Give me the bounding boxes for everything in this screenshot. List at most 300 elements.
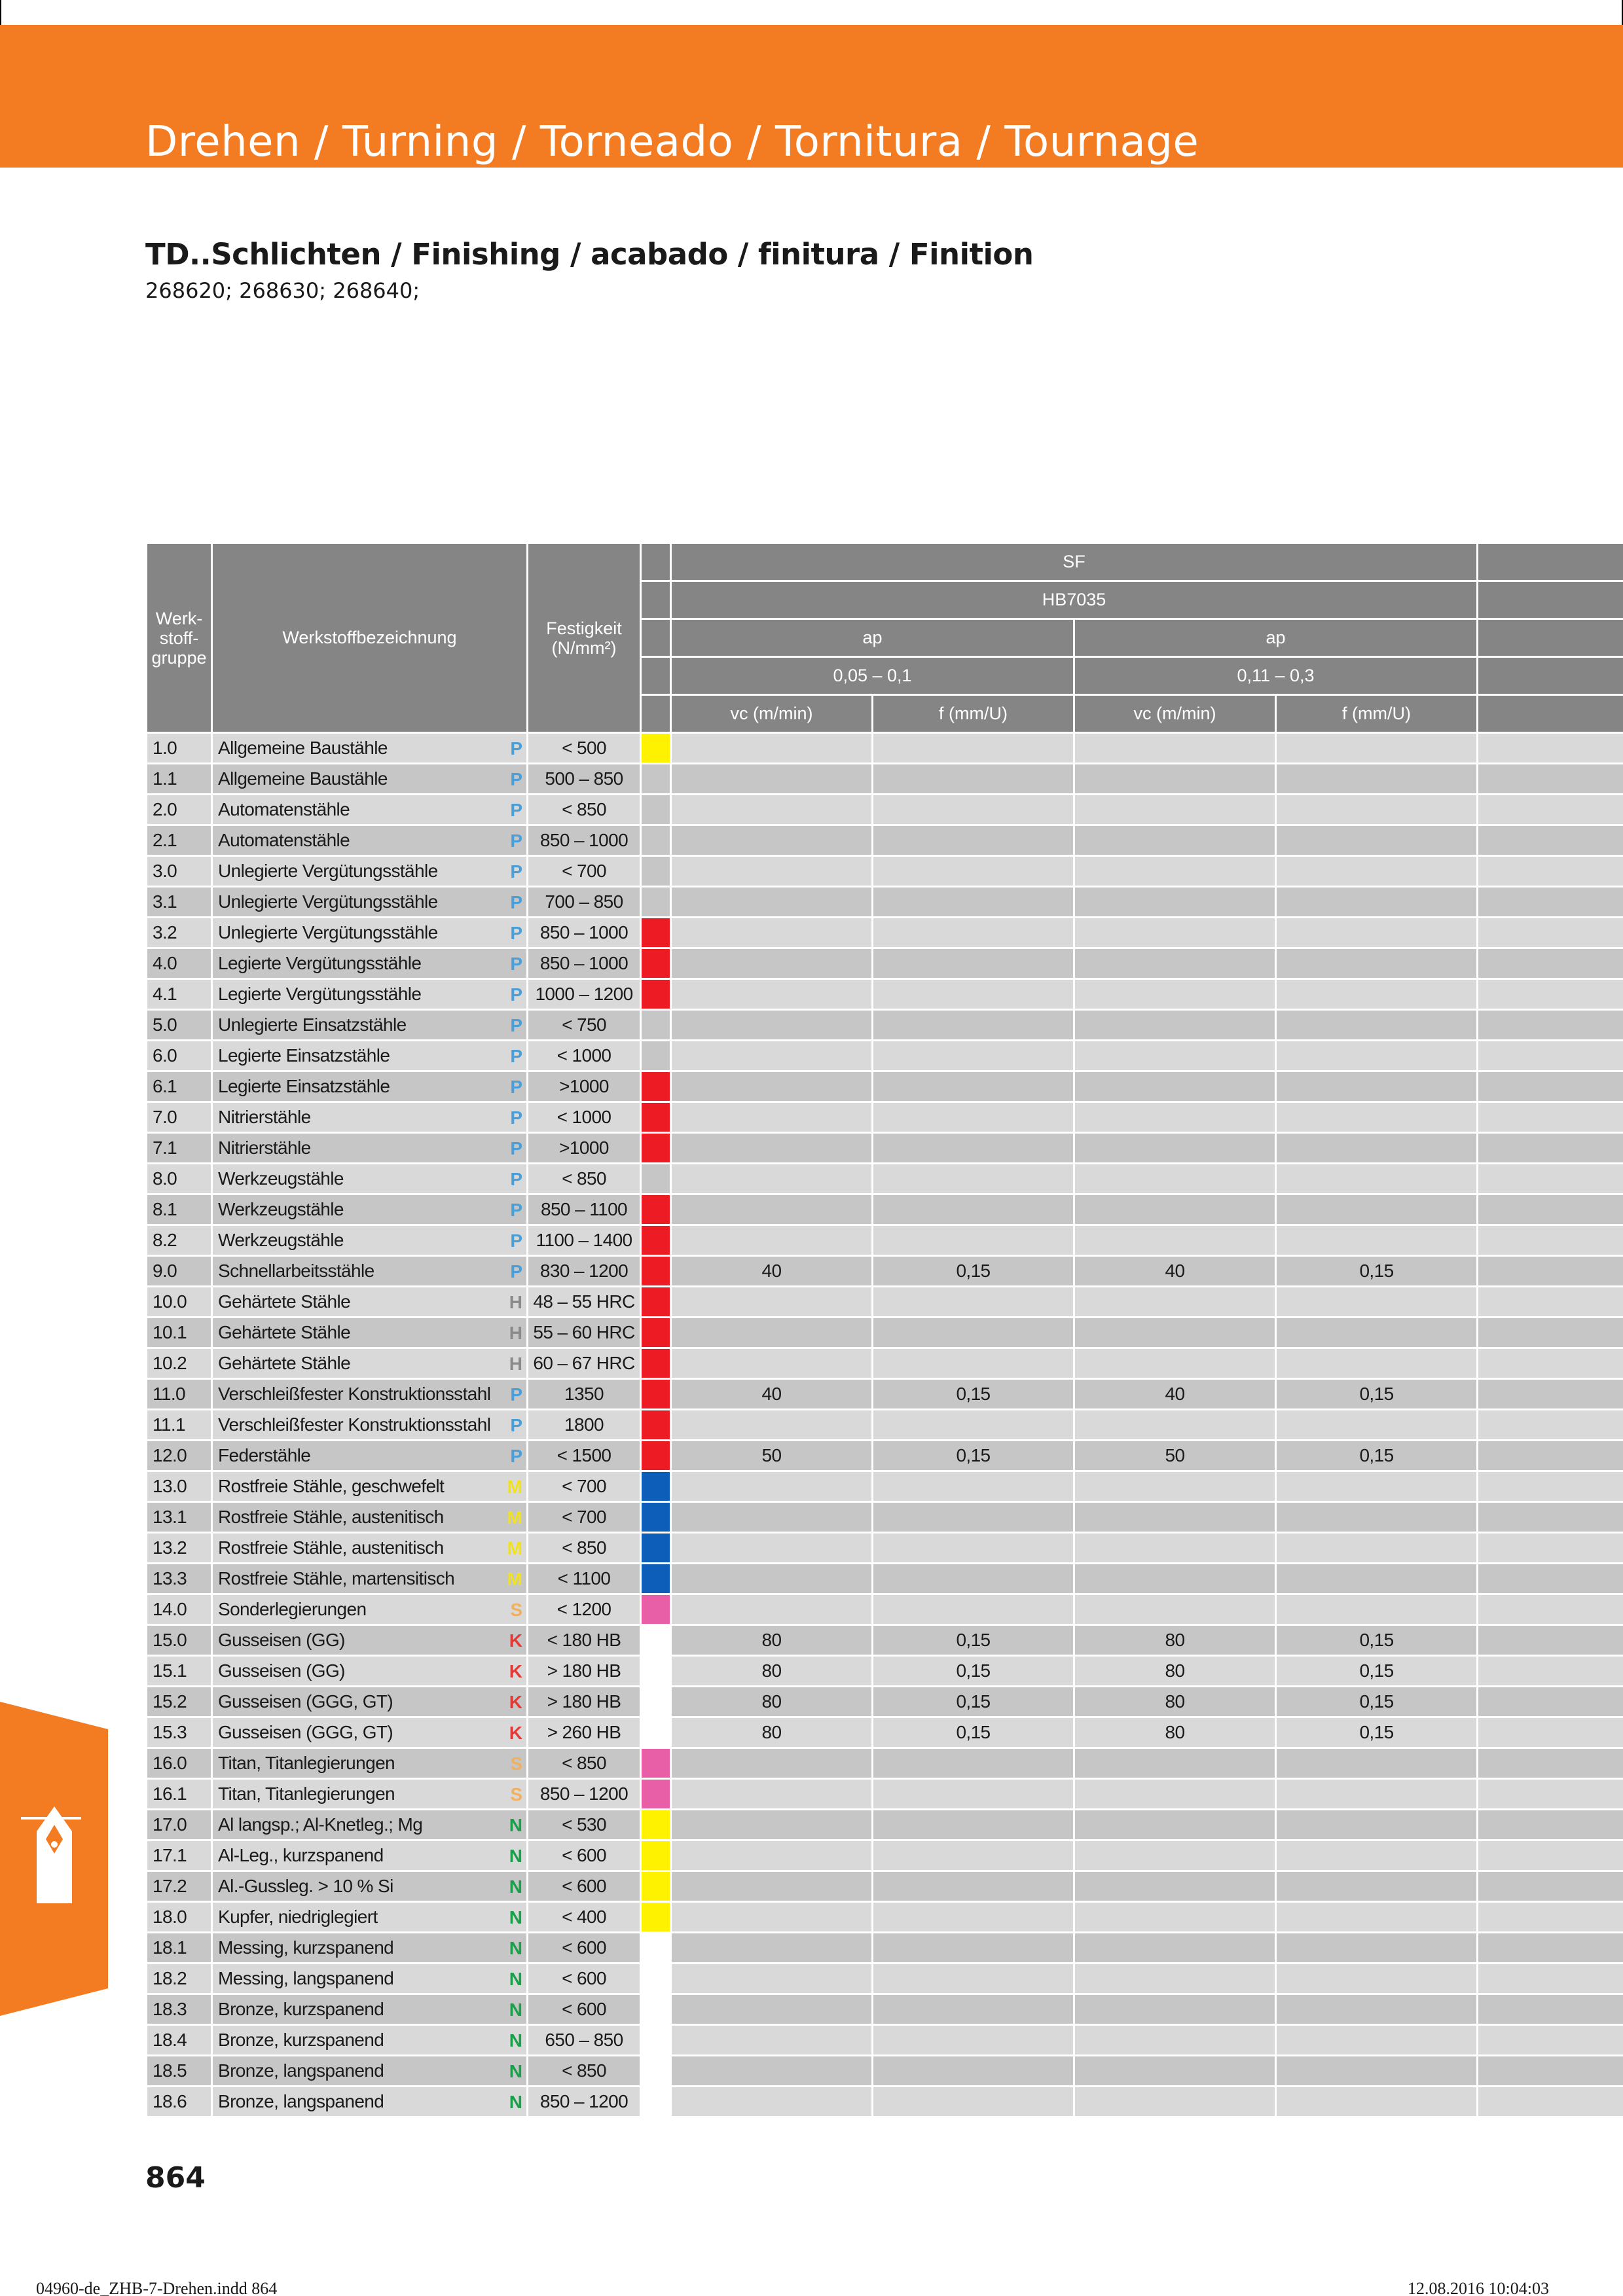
material-group-number: 13.0 — [147, 1471, 212, 1502]
material-group-number: 10.0 — [147, 1287, 212, 1318]
f-value-1: 0,15 — [873, 1441, 1074, 1471]
suitability-swatch — [641, 918, 671, 948]
strength-value: < 1000 — [528, 1102, 641, 1133]
material-group-number: 11.1 — [147, 1410, 212, 1441]
suitability-swatch — [641, 1010, 671, 1041]
material-name-cell — [212, 1810, 528, 1840]
vc-value-1 — [671, 1594, 873, 1625]
vc-value-1: 80 — [671, 1625, 873, 1656]
table-row — [147, 1625, 1623, 1656]
iso-group-letter: P — [510, 1169, 522, 1189]
material-name: Unlegierte Einsatzstähle — [218, 1014, 407, 1035]
material-name-cell — [212, 1010, 528, 1041]
extra-column-cell — [1478, 1041, 1623, 1071]
strength-value: 48 – 55 HRC — [528, 1287, 641, 1318]
vc-value-1 — [671, 825, 873, 856]
f-value-2 — [1276, 1840, 1478, 1871]
f-value-2: 0,15 — [1276, 1656, 1478, 1687]
material-name-cell — [212, 1871, 528, 1902]
material-name-cell — [212, 1071, 528, 1102]
extra-column-cell — [1478, 1933, 1623, 1964]
f-value-2 — [1276, 764, 1478, 795]
vc-value-2 — [1074, 1071, 1276, 1102]
suitability-swatch — [641, 1656, 671, 1687]
vc-value-2 — [1074, 1348, 1276, 1379]
material-name-cell — [212, 1687, 528, 1717]
f-value-1 — [873, 1994, 1074, 2025]
material-name-cell — [212, 1625, 528, 1656]
material-name: Bronze, langspanend — [218, 2060, 384, 2081]
material-name-cell — [212, 1379, 528, 1410]
iso-group-letter: N — [509, 1938, 522, 1958]
material-name-cell — [212, 1502, 528, 1533]
vc-value-1 — [671, 1471, 873, 1502]
iso-group-letter: P — [510, 1077, 522, 1097]
extra-column-cell — [1478, 1410, 1623, 1441]
material-name-cell — [212, 1225, 528, 1256]
article-numbers: 268620; 268630; 268640; — [145, 278, 420, 303]
vc-value-2 — [1074, 1594, 1276, 1625]
f-value-2 — [1276, 733, 1478, 764]
iso-group-letter: P — [510, 1261, 522, 1282]
vc-value-2: 80 — [1074, 1687, 1276, 1717]
material-group-number: 18.2 — [147, 1964, 212, 1994]
vc-value-1 — [671, 1318, 873, 1348]
material-name-cell — [212, 1348, 528, 1379]
suitability-swatch — [641, 2087, 671, 2117]
vc-value-2 — [1074, 1533, 1276, 1564]
extra-column-cell — [1478, 733, 1623, 764]
extra-column-cell — [1478, 1687, 1623, 1717]
vc-value-2 — [1074, 2056, 1276, 2087]
material-group-number: 15.1 — [147, 1656, 212, 1687]
material-name-cell — [212, 1471, 528, 1502]
material-name-cell — [212, 1933, 528, 1964]
swatch-header — [641, 619, 671, 657]
iso-group-letter: M — [507, 1569, 522, 1589]
suitability-swatch — [641, 1840, 671, 1871]
vc-value-1 — [671, 1810, 873, 1840]
extra-column-cell — [1478, 1779, 1623, 1810]
vc-value-2: 50 — [1074, 1441, 1276, 1471]
material-group-number: 10.1 — [147, 1318, 212, 1348]
strength-value: < 600 — [528, 1933, 641, 1964]
iso-group-letter: P — [510, 1015, 522, 1035]
table-row — [147, 1379, 1623, 1410]
extra-column-cell — [1478, 1348, 1623, 1379]
material-group-number: 11.0 — [147, 1379, 212, 1410]
vc-value-1 — [671, 1564, 873, 1594]
material-group-number: 13.2 — [147, 1533, 212, 1564]
suitability-swatch — [641, 1687, 671, 1717]
table-row — [147, 979, 1623, 1010]
suitability-swatch — [641, 1225, 671, 1256]
table-row — [147, 1164, 1623, 1194]
vc-value-2 — [1074, 1871, 1276, 1902]
material-name: Legierte Einsatzstähle — [218, 1076, 390, 1096]
f-value-2 — [1276, 1964, 1478, 1994]
f-value-1 — [873, 1471, 1074, 1502]
vc-value-1 — [671, 856, 873, 887]
f-value-1 — [873, 1871, 1074, 1902]
material-name: Allgemeine Baustähle — [218, 738, 388, 758]
table-row — [147, 1994, 1623, 2025]
material-group-number: 17.2 — [147, 1871, 212, 1902]
strength-value: 830 – 1200 — [528, 1256, 641, 1287]
material-group-number: 14.0 — [147, 1594, 212, 1625]
f-value-1 — [873, 1564, 1074, 1594]
extra-column-cell — [1478, 1318, 1623, 1348]
vc-value-2 — [1074, 825, 1276, 856]
f-value-1 — [873, 1810, 1074, 1840]
material-name: Messing, kurzspanend — [218, 1937, 394, 1958]
table-row — [147, 1102, 1623, 1133]
f-value-1 — [873, 1933, 1074, 1964]
table-row — [147, 1010, 1623, 1041]
table-row — [147, 1748, 1623, 1779]
header-sf: SF — [671, 543, 1478, 581]
f-value-2 — [1276, 1102, 1478, 1133]
vc-value-1 — [671, 887, 873, 918]
f-value-1 — [873, 1348, 1074, 1379]
f-value-1 — [873, 918, 1074, 948]
f-value-1 — [873, 979, 1074, 1010]
strength-value: >1000 — [528, 1133, 641, 1164]
vc-value-2 — [1074, 1933, 1276, 1964]
extra-column-cell — [1478, 1564, 1623, 1594]
material-name: Automatenstähle — [218, 799, 350, 819]
material-name: Rostfreie Stähle, geschwefelt — [218, 1476, 445, 1496]
material-name: Gusseisen (GG) — [218, 1630, 345, 1650]
material-group-number: 7.0 — [147, 1102, 212, 1133]
extra-column-cell — [1478, 1840, 1623, 1871]
material-group-number: 10.2 — [147, 1348, 212, 1379]
material-group-number: 8.0 — [147, 1164, 212, 1194]
material-group-number: 8.1 — [147, 1194, 212, 1225]
header-grade: HB7035 — [671, 581, 1478, 619]
iso-group-letter: P — [510, 1138, 522, 1158]
iso-group-letter: S — [510, 1784, 522, 1804]
f-value-2 — [1276, 2056, 1478, 2087]
vc-value-2 — [1074, 2025, 1276, 2056]
f-value-2 — [1276, 1133, 1478, 1164]
material-name-cell — [212, 1840, 528, 1871]
strength-value: 650 – 850 — [528, 2025, 641, 2056]
f-value-1 — [873, 2056, 1074, 2087]
f-value-1 — [873, 1102, 1074, 1133]
table-row — [147, 2025, 1623, 2056]
f-value-1 — [873, 1840, 1074, 1871]
f-value-2 — [1276, 2025, 1478, 2056]
material-group-number: 18.1 — [147, 1933, 212, 1964]
material-name: Al-Leg., kurzspanend — [218, 1845, 384, 1865]
table-row — [147, 1133, 1623, 1164]
suitability-swatch — [641, 1041, 671, 1071]
header-range-2: 0,11 – 0,3 — [1074, 657, 1478, 695]
f-value-1 — [873, 1410, 1074, 1441]
table-row — [147, 1656, 1623, 1687]
material-name: Al.-Gussleg. > 10 % Si — [218, 1876, 393, 1896]
extra-column-cell — [1478, 1902, 1623, 1933]
f-value-1 — [873, 948, 1074, 979]
material-group-number: 13.3 — [147, 1564, 212, 1594]
f-value-1: 0,15 — [873, 1256, 1074, 1287]
vc-value-2 — [1074, 1964, 1276, 1994]
extra-column-cell — [1478, 1502, 1623, 1533]
strength-value: 1350 — [528, 1379, 641, 1410]
vc-value-2 — [1074, 1164, 1276, 1194]
table-row — [147, 1287, 1623, 1318]
strength-value: < 180 HB — [528, 1625, 641, 1656]
f-value-2 — [1276, 1871, 1478, 1902]
vc-value-2 — [1074, 1502, 1276, 1533]
suitability-swatch — [641, 887, 671, 918]
table-row — [147, 1840, 1623, 1871]
material-name-cell — [212, 1994, 528, 2025]
suitability-swatch — [641, 1287, 671, 1318]
strength-value: > 180 HB — [528, 1656, 641, 1687]
f-value-1 — [873, 1533, 1074, 1564]
material-name-cell — [212, 1594, 528, 1625]
header-ap-1: ap — [671, 619, 1074, 657]
header-band — [0, 25, 1623, 168]
suitability-swatch — [641, 1533, 671, 1564]
table-row — [147, 825, 1623, 856]
vc-value-1 — [671, 1902, 873, 1933]
table-row — [147, 764, 1623, 795]
material-name-cell — [212, 1533, 528, 1564]
f-value-1 — [873, 795, 1074, 825]
header-blank — [1478, 695, 1623, 733]
material-group-number: 15.2 — [147, 1687, 212, 1717]
material-name-cell — [212, 1133, 528, 1164]
iso-group-letter: M — [507, 1507, 522, 1528]
material-group-number: 18.6 — [147, 2087, 212, 2117]
vc-value-2 — [1074, 856, 1276, 887]
vc-value-2 — [1074, 2087, 1276, 2117]
material-name: Nitrierstähle — [218, 1107, 311, 1127]
iso-group-letter: N — [509, 2030, 522, 2051]
strength-value: < 700 — [528, 856, 641, 887]
material-name: Federstähle — [218, 1445, 311, 1465]
extra-column-cell — [1478, 1071, 1623, 1102]
suitability-swatch — [641, 1164, 671, 1194]
table-row — [147, 1594, 1623, 1625]
material-name: Gehärtete Stähle — [218, 1353, 351, 1373]
material-name-cell — [212, 948, 528, 979]
iso-group-letter: P — [510, 954, 522, 974]
iso-group-letter: P — [510, 1384, 522, 1405]
f-value-1 — [873, 2087, 1074, 2117]
f-value-2 — [1276, 1502, 1478, 1533]
suitability-swatch — [641, 1933, 671, 1964]
vc-value-1 — [671, 918, 873, 948]
strength-value: < 700 — [528, 1502, 641, 1533]
strength-value: 1800 — [528, 1410, 641, 1441]
suitability-swatch — [641, 2025, 671, 2056]
material-name: Rostfreie Stähle, austenitisch — [218, 1507, 444, 1527]
strength-value: < 850 — [528, 1533, 641, 1564]
f-value-1 — [873, 1779, 1074, 1810]
footer-timestamp: 12.08.2016 10:04:03 — [1408, 2279, 1549, 2296]
material-group-number: 18.3 — [147, 1994, 212, 2025]
extra-column-cell — [1478, 1594, 1623, 1625]
iso-group-letter: N — [509, 2092, 522, 2112]
extra-column-cell — [1478, 1717, 1623, 1748]
iso-group-letter: P — [510, 1107, 522, 1128]
iso-group-letter: H — [509, 1292, 522, 1312]
table-row — [147, 1533, 1623, 1564]
material-group-number: 13.1 — [147, 1502, 212, 1533]
strength-value: > 180 HB — [528, 1687, 641, 1717]
iso-group-letter: P — [510, 738, 522, 759]
iso-group-letter: K — [509, 1723, 522, 1743]
extra-column-cell — [1478, 1964, 1623, 1994]
f-value-2 — [1276, 1779, 1478, 1810]
vc-value-2: 80 — [1074, 1625, 1276, 1656]
strength-value: > 260 HB — [528, 1717, 641, 1748]
f-value-1 — [873, 2025, 1074, 2056]
col-header-name: Werkstoffbezeichnung — [212, 543, 528, 733]
f-value-2 — [1276, 1287, 1478, 1318]
f-value-2 — [1276, 1471, 1478, 1502]
iso-group-letter: P — [510, 769, 522, 789]
table-row — [147, 1256, 1623, 1287]
table-row — [147, 1687, 1623, 1717]
vc-value-1 — [671, 2025, 873, 2056]
material-name-cell — [212, 1287, 528, 1318]
vc-value-2 — [1074, 1287, 1276, 1318]
extra-column-cell — [1478, 1441, 1623, 1471]
vc-value-2 — [1074, 795, 1276, 825]
vc-value-2: 40 — [1074, 1256, 1276, 1287]
iso-group-letter: N — [509, 1846, 522, 1866]
header-f-2: f (mm/U) — [1276, 695, 1478, 733]
suitability-swatch — [641, 1994, 671, 2025]
material-name-cell — [212, 856, 528, 887]
extra-column-cell — [1478, 2056, 1623, 2087]
turning-tool-icon — [18, 1805, 90, 1916]
vc-value-2 — [1074, 887, 1276, 918]
strength-value: < 600 — [528, 1964, 641, 1994]
suitability-swatch — [641, 1441, 671, 1471]
table-row — [147, 1071, 1623, 1102]
strength-value: < 850 — [528, 795, 641, 825]
header-vc-1: vc (m/min) — [671, 695, 873, 733]
col-header-group: Werk-stoff-gruppe — [147, 543, 212, 733]
strength-value: < 500 — [528, 733, 641, 764]
strength-value: 60 – 67 HRC — [528, 1348, 641, 1379]
vc-value-2 — [1074, 948, 1276, 979]
f-value-2 — [1276, 1041, 1478, 1071]
iso-group-letter: N — [509, 1876, 522, 1897]
iso-group-letter: K — [509, 1692, 522, 1712]
f-value-1 — [873, 1287, 1074, 1318]
vc-value-1 — [671, 2056, 873, 2087]
material-group-number: 1.0 — [147, 733, 212, 764]
material-group-number: 6.0 — [147, 1041, 212, 1071]
extra-column-cell — [1478, 795, 1623, 825]
table-row — [147, 1225, 1623, 1256]
vc-value-2 — [1074, 1318, 1276, 1348]
extra-column-cell — [1478, 1102, 1623, 1133]
vc-value-1: 40 — [671, 1256, 873, 1287]
strength-value: 850 – 1200 — [528, 2087, 641, 2117]
page-number: 864 — [145, 2161, 206, 2195]
vc-value-1 — [671, 764, 873, 795]
f-value-2 — [1276, 2087, 1478, 2117]
extra-column-cell — [1478, 1194, 1623, 1225]
chapter-tab — [0, 1702, 108, 2016]
material-name-cell — [212, 1656, 528, 1687]
extra-column-cell — [1478, 979, 1623, 1010]
material-name-cell — [212, 2056, 528, 2087]
extra-column-cell — [1478, 1810, 1623, 1840]
vc-value-2 — [1074, 733, 1276, 764]
extra-column-cell — [1478, 1471, 1623, 1502]
extra-column-cell — [1478, 1871, 1623, 1902]
strength-value: < 600 — [528, 1871, 641, 1902]
suitability-swatch — [641, 1194, 671, 1225]
strength-value: < 700 — [528, 1471, 641, 1502]
vc-value-1 — [671, 1010, 873, 1041]
iso-group-letter: P — [510, 892, 522, 912]
f-value-1 — [873, 733, 1074, 764]
material-group-number: 16.1 — [147, 1779, 212, 1810]
strength-value: < 750 — [528, 1010, 641, 1041]
vc-value-2 — [1074, 1810, 1276, 1840]
f-value-1 — [873, 764, 1074, 795]
extra-column-cell — [1478, 1656, 1623, 1687]
material-group-number: 17.0 — [147, 1810, 212, 1840]
material-group-number: 16.0 — [147, 1748, 212, 1779]
material-name: Automatenstähle — [218, 830, 350, 850]
vc-value-2 — [1074, 979, 1276, 1010]
f-value-2 — [1276, 825, 1478, 856]
vc-value-1 — [671, 1964, 873, 1994]
vc-value-2: 80 — [1074, 1656, 1276, 1687]
strength-value: 850 – 1000 — [528, 918, 641, 948]
material-name: Werkzeugstähle — [218, 1230, 344, 1250]
material-name-cell — [212, 1564, 528, 1594]
f-value-1 — [873, 1164, 1074, 1194]
iso-group-letter: P — [510, 1200, 522, 1220]
suitability-swatch — [641, 764, 671, 795]
table-row — [147, 1471, 1623, 1502]
material-group-number: 4.1 — [147, 979, 212, 1010]
f-value-1 — [873, 1964, 1074, 1994]
material-group-number: 3.2 — [147, 918, 212, 948]
vc-value-1 — [671, 1871, 873, 1902]
f-value-2 — [1276, 1318, 1478, 1348]
strength-value: 850 – 1000 — [528, 948, 641, 979]
suitability-swatch — [641, 1871, 671, 1902]
material-name: Legierte Vergütungsstähle — [218, 953, 422, 973]
material-name: Nitrierstähle — [218, 1138, 311, 1158]
material-name: Rostfreie Stähle, austenitisch — [218, 1537, 444, 1558]
vc-value-2 — [1074, 1194, 1276, 1225]
table-row — [147, 1779, 1623, 1810]
material-name-cell — [212, 1164, 528, 1194]
material-group-number: 7.1 — [147, 1133, 212, 1164]
extra-column-cell — [1478, 1225, 1623, 1256]
material-name-cell — [212, 1779, 528, 1810]
header-ap-2: ap — [1074, 619, 1478, 657]
strength-value: 700 – 850 — [528, 887, 641, 918]
section-title: TD..Schlichten / Finishing / acabado / finitura / Finition — [145, 237, 1034, 272]
table-row — [147, 1564, 1623, 1594]
header-blank — [1478, 619, 1623, 657]
